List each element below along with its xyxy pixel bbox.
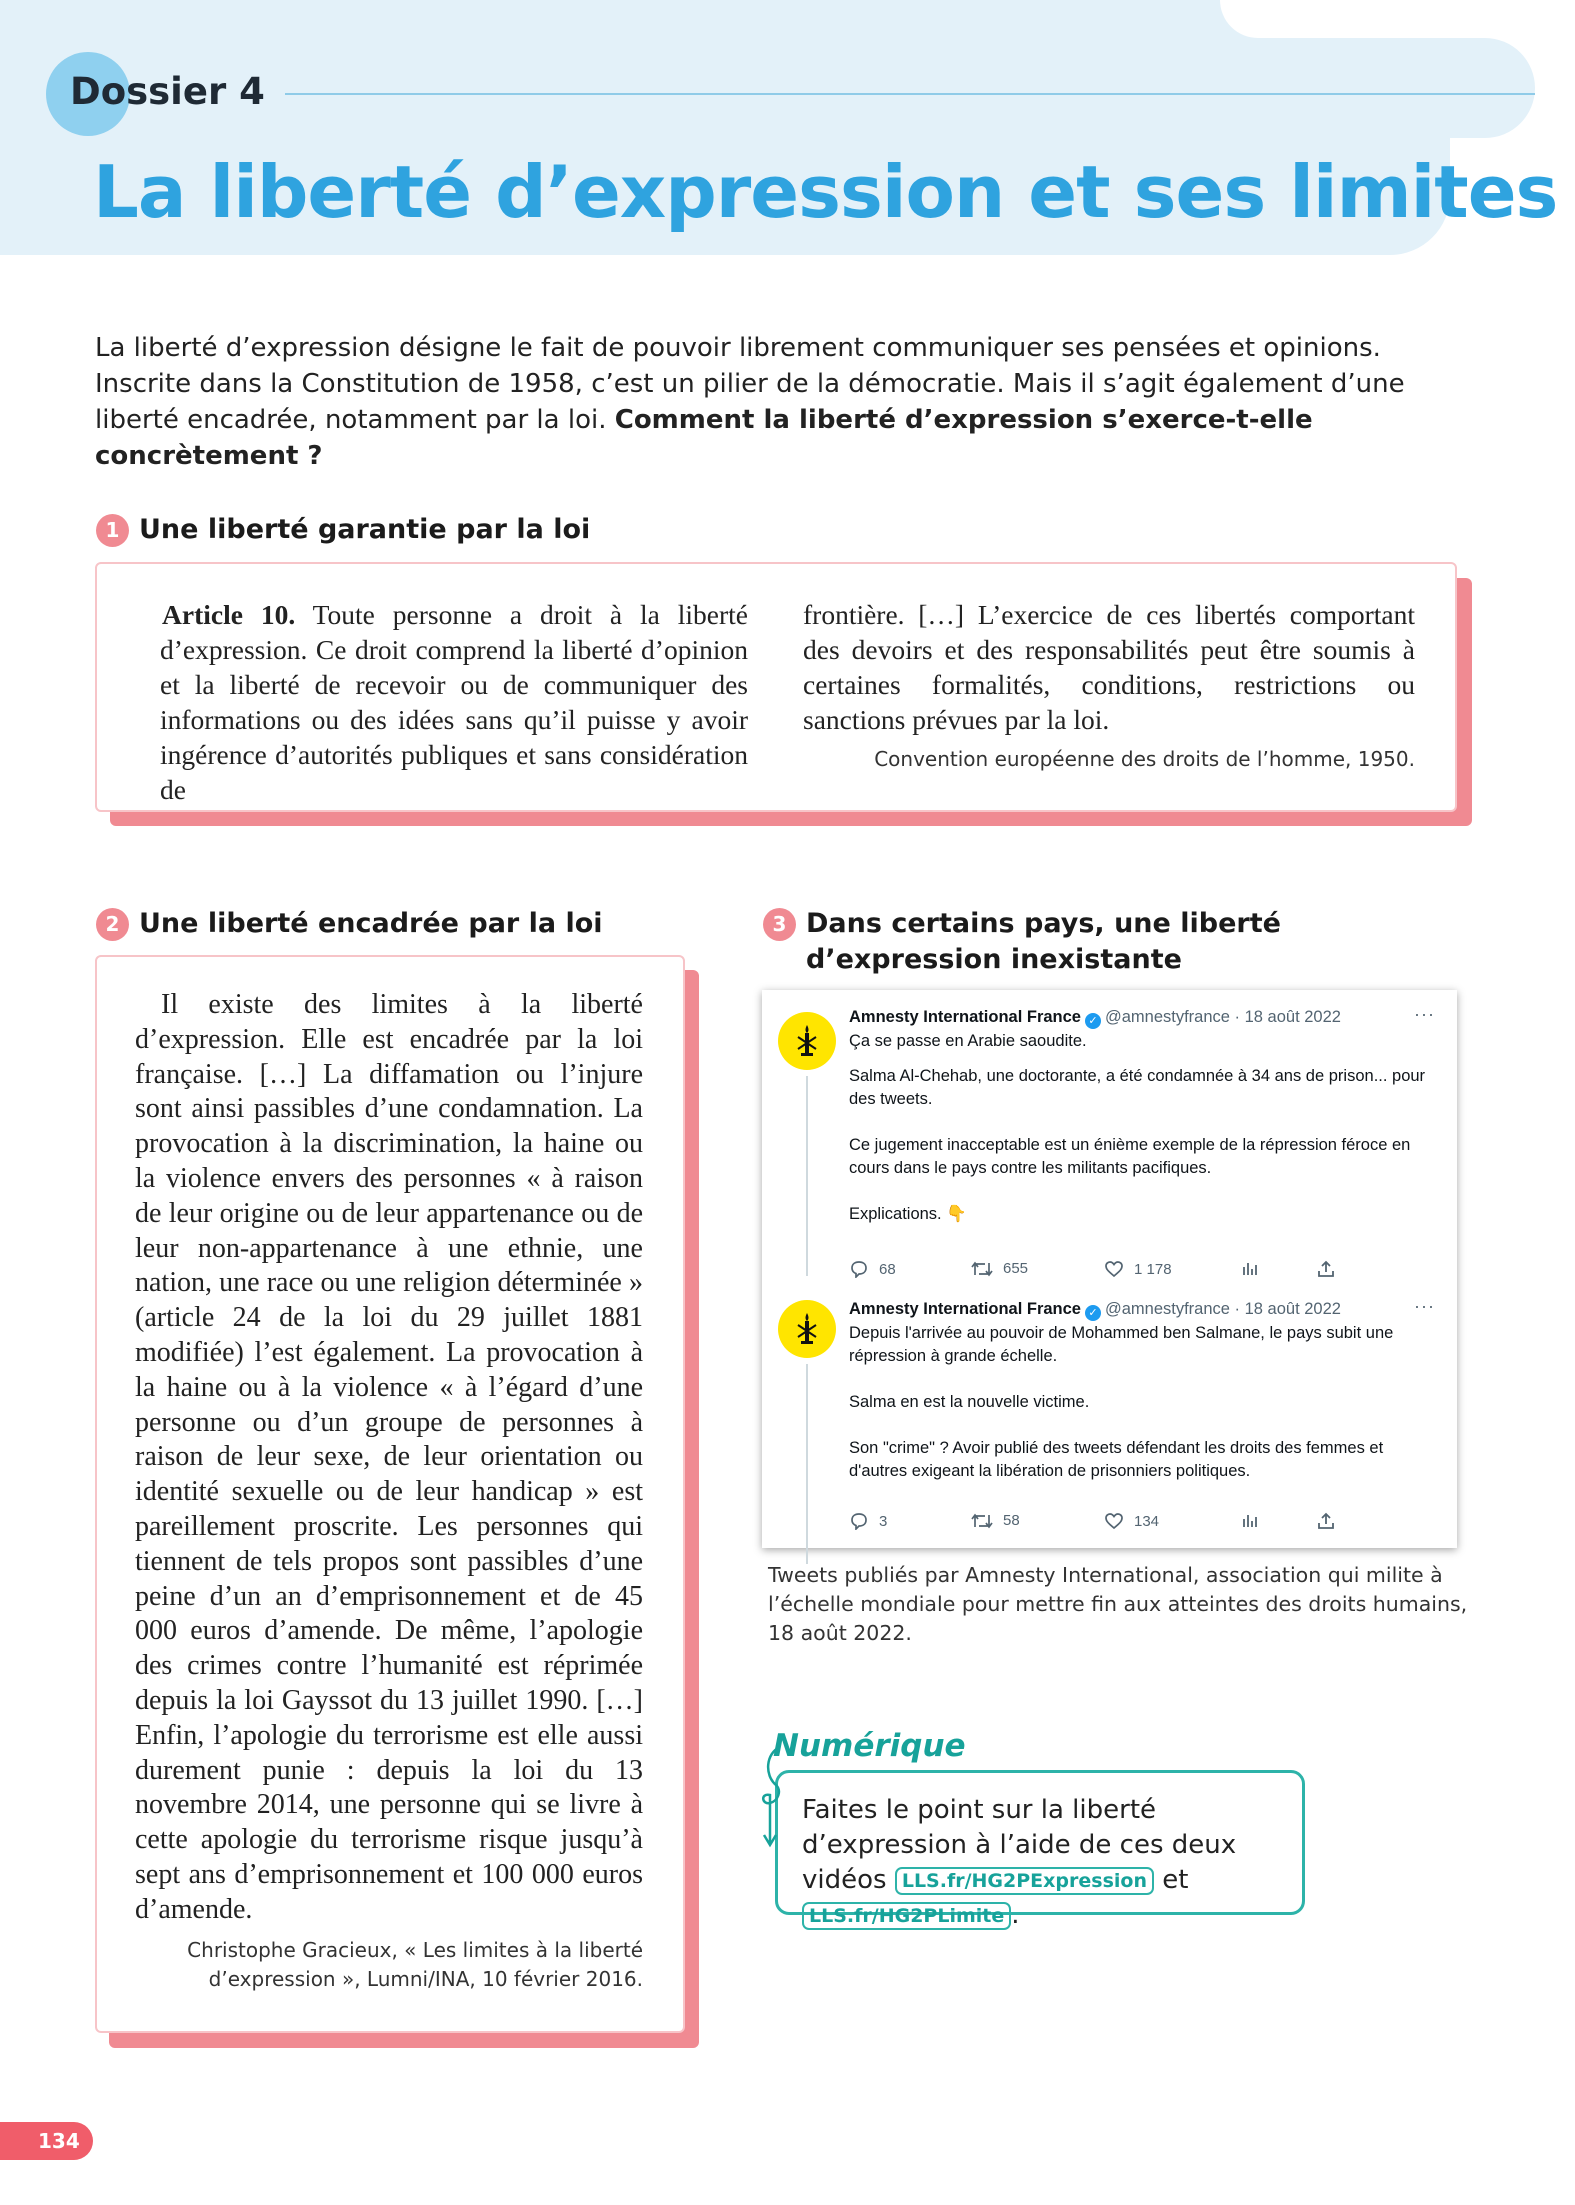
share-button[interactable] (1317, 1260, 1335, 1278)
retweet-count: 58 (1003, 1512, 1020, 1529)
doc3-caption: Tweets publiés par Amnesty International, association qui milite à l’échelle mondiale pour mettre fin aux atteintes des droits humains, 18 août 2022. (768, 1563, 1468, 1645)
numerique-text (802, 1793, 1302, 1933)
dossier-label: Dossier 4 (70, 70, 265, 113)
analytics-icon (1241, 1260, 1259, 1276)
like-button[interactable] (1104, 1512, 1159, 1530)
reply-button[interactable] (849, 1260, 896, 1278)
retweet-count: 655 (1003, 1260, 1029, 1277)
numerique-connector: et (1162, 1865, 1189, 1895)
tweet-2-paragraph: Depuis l'arrivée au pouvoir de Mohammed ben Salmane, le pays subit une répression à grande échelle. (849, 1324, 1394, 1365)
thread-line (806, 1364, 808, 1564)
page-title: La liberté d’expression et ses limites (93, 150, 1558, 234)
doc1-article-label: Article 10. (162, 599, 296, 630)
share-icon (1317, 1260, 1335, 1278)
retweet-button[interactable] (971, 1512, 1020, 1529)
reply-icon (849, 1512, 869, 1530)
numerique-period: . (1011, 1900, 1020, 1930)
page-number: 134 (38, 2129, 80, 2153)
verified-badge-icon: ✓ (1085, 1013, 1101, 1029)
numerique-title: Numérique (773, 1728, 966, 1764)
doc1-title: Une liberté garantie par la loi (139, 514, 591, 545)
share-icon (1317, 1512, 1335, 1530)
retweet-icon (971, 1513, 993, 1529)
like-button[interactable] (1104, 1260, 1172, 1278)
more-options-icon[interactable]: ··· (1414, 1296, 1435, 1316)
tweet-1-meta: @amnestyfrance · 18 août 2022 (1104, 1008, 1341, 1026)
intro-text: La liberté d’expression désigne le fait de pouvoir librement communiquer ses pensées et opinions. Inscrite dans la Constitution de 1958, c’est un pilier de la démocratie. Mais il s’agit également d’une liberté encadrée, notamment par la loi. (95, 333, 1405, 435)
analytics-button[interactable] (1241, 1512, 1259, 1528)
doc1-heading (96, 512, 590, 548)
link-expression-video[interactable]: LLS.fr/HG2PExpression (895, 1867, 1154, 1895)
doc1-source: Convention européenne des droits de l’homme, 1950. (874, 747, 1415, 771)
link-limite-video[interactable]: LLS.fr/HG2PLimite (802, 1902, 1011, 1930)
like-count: 134 (1134, 1512, 1160, 1530)
heart-icon (1104, 1512, 1124, 1530)
amnesty-candle-icon[interactable] (778, 1012, 836, 1070)
tweet-1-paragraph: Salma Al-Chehab, une doctorante, a été condamnée à 34 ans de prison... pour des tweets. (849, 1067, 1426, 1108)
tweet-1-body (849, 1030, 1434, 1226)
retweet-icon (971, 1261, 993, 1277)
doc1-column-right (803, 597, 1415, 737)
doc2-title: Une liberté encadrée par la loi (139, 908, 603, 939)
more-options-icon[interactable]: ··· (1414, 1004, 1435, 1024)
doc2-source-line1: Christophe Gracieux, « Les limites à la liberté (187, 1938, 643, 1962)
doc2-number-badge: 2 (96, 908, 129, 941)
tweet-screenshot (762, 990, 1457, 1548)
tweet-1-paragraph: Ça se passe en Arabie saoudite. (849, 1032, 1087, 1050)
tweet-2-paragraph: Salma en est la nouvelle victime. (849, 1393, 1090, 1411)
reply-button[interactable] (849, 1512, 887, 1530)
heart-icon (1104, 1260, 1124, 1278)
tweet-1-header (849, 1008, 1341, 1029)
tweet-1-author[interactable]: Amnesty International France (849, 1008, 1081, 1026)
tweet-1-paragraph: Ce jugement inacceptable est un énième exemple de la répression féroce en cours dans le pays contre les militants pacifiques. (849, 1136, 1411, 1177)
doc3-heading (763, 906, 1403, 978)
amnesty-candle-icon[interactable] (778, 1300, 836, 1358)
share-button[interactable] (1317, 1512, 1335, 1530)
header-tab (1200, 38, 1535, 138)
retweet-button[interactable] (971, 1260, 1028, 1277)
tweet-2-author[interactable]: Amnesty International France (849, 1300, 1081, 1318)
reply-icon (849, 1260, 869, 1278)
reply-count: 68 (879, 1260, 896, 1278)
reply-count: 3 (879, 1512, 888, 1530)
header-cutout (1220, 0, 1575, 38)
doc1-number-badge: 1 (96, 514, 129, 547)
analytics-button[interactable] (1241, 1260, 1259, 1276)
tweet-2-actions (849, 1512, 1369, 1532)
analytics-icon (1241, 1512, 1259, 1528)
intro-question: Comment la liberté d’expression s’exerce-t-elle concrètement ? (95, 405, 1313, 471)
like-count: 1 178 (1134, 1260, 1172, 1278)
doc2-heading (96, 906, 603, 942)
numerique-description: Faites le point sur la liberté d’expression à l’aide de ces deux vidéos (802, 1795, 1237, 1895)
tweet-2-body (849, 1322, 1434, 1483)
doc2-source (187, 1936, 643, 1994)
doc3-number-badge: 3 (763, 908, 796, 941)
doc3-title: Dans certains pays, une liberté d’expression inexistante (806, 908, 1281, 975)
verified-badge-icon: ✓ (1085, 1305, 1101, 1321)
header-rule (285, 93, 1535, 95)
tweet-2-header (849, 1300, 1341, 1321)
thread-line (806, 1076, 808, 1276)
tweet-2-paragraph: Son "crime" ? Avoir publié des tweets défendant les droits des femmes et d'autres exigeant la libération de prisonniers politiques. (849, 1439, 1384, 1480)
doc2-text: Il existe des limites à la liberté d’expression. Elle est encadrée par la loi française. […] La diffamation ou l’injure sont ainsi passibles d’une condamnation. La provocation à la discrimination, la haine ou la violence envers des personnes « à raison de leur origine ou de leur appartenance ou de leur non-appartenance à une ethnie, une nation, une race ou une religion déterminée » (article 24 de la loi du 29 juillet 1881 modifiée) l’est également. La provocation à la haine ou à la violence « à l’égard d’une personne ou d’un groupe de personnes à raison de leur sexe, de leur orientation ou identité sexuelle ou de leur handicap » est pareillement proscrite. Les personnes qui tiennent de tels propos sont passibles d’une peine d’un an d’emprisonnement et de 45 000 euros d’amende. De même, l’apologie des crimes contre l’humanité est réprimée depuis la loi Gayssot du 13 juillet 1990. […] Enfin, l’apologie du terrorisme est elle aussi durement punie : depuis la loi du 13 novembre 2014, une personne qui se livre à cette apologie du terrorisme risque jusqu’à sept ans d’emprisonnement et 100 000 euros d’amende. (135, 989, 643, 1925)
tweet-2-meta: @amnestyfrance · 18 août 2022 (1104, 1300, 1341, 1318)
intro-paragraph (95, 330, 1475, 474)
tweet-1-actions (849, 1260, 1369, 1280)
doc2-source-line2: d’expression », Lumni/INA, 10 février 2016. (208, 1967, 643, 1991)
tweet-1-paragraph: Explications. 👇 (849, 1205, 967, 1223)
doc1-col1-text: Toute personne a droit à la liberté d’expression. Ce droit comprend la liberté d’opinion et la liberté de recevoir ou de communiquer des informations ou des idées sans qu’il puisse y avoir ingérence d’autorités publiques et sans considération de (160, 599, 748, 805)
doc1-col2-text: frontière. […] L’exercice de ces libertés comportant des devoirs et des responsabilités peut être soumis à certaines formalités, conditions, restrictions ou sanctions prévues par la loi. (803, 599, 1415, 735)
doc1-column-left (160, 597, 748, 807)
